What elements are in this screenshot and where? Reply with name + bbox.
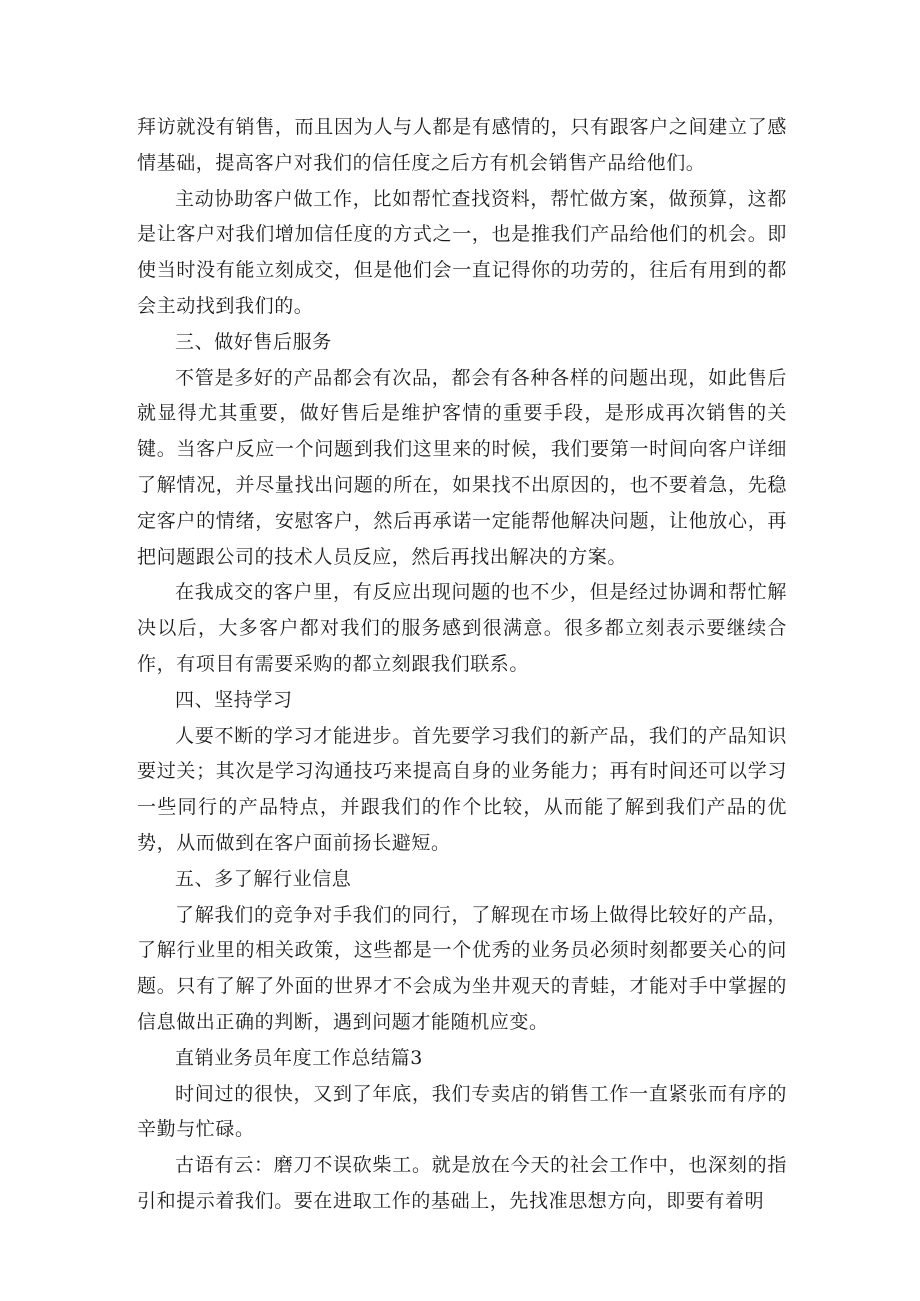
paragraph-proverb: 古语有云：磨刀不误砍柴工。就是放在今天的社会工作中，也深刻的指引和提示着我们。要在进取工作的基础上，先找准思想方向，即要有着明 bbox=[137, 1154, 787, 1212]
paragraph-assist-clients: 主动协助客户做工作，比如帮忙查找资料，帮忙做方案，做预算，这都是让客户对我们增加信任度的方式之一，也是推我们产品给他们的机会。即使当时没有能立刻成交，但是他们会一直记得你的功劳的，往后有用到的都会主动找到我们的。 bbox=[137, 187, 787, 317]
paragraph-after-sales: 不管是多好的产品都会有次品，都会有各种各样的问题出现，如此售后就显得尤其重要，做好售后是维护客情的重要手段，是形成再次销售的关键。当客户反应一个问题到我们这里来的时候，我们要第一时间向客户详细了解情况，并尽量找出问题的所在，如果找不出原因的，也不要着急，先稳定客户的情绪，安慰客户，然后再承诺一定能帮他解决问题，让他放心，再把问题跟公司的技术人员反应，然后再找出解决的方案。 bbox=[137, 366, 787, 568]
section-heading-keep-learning: 四、坚持学习 bbox=[175, 688, 293, 711]
paragraph-year-end: 时间过的很快，又到了年底，我们专卖店的销售工作一直紧张而有序的辛勤与忙碌。 bbox=[137, 1082, 787, 1141]
paragraph-client-satisfaction: 在我成交的客户里，有反应出现问题的也不少，但是经过协调和帮忙解决以后，大多客户都对我们的服务感到很满意。很多都立刻表示要继续合作，有项目有需要采购的都立刻跟我们联系。 bbox=[137, 581, 787, 675]
document-body bbox=[137, 110, 787, 1220]
paragraph-continuation: 拜访就没有销售，而且因为人与人都是有感情的，只有跟客户之间建立了感情基础，提高客户对我们的信任度之后方有机会销售产品给他们。 bbox=[137, 116, 787, 174]
paragraph-learning: 人要不断的学习才能进步。首先要学习我们的新产品，我们的产品知识要过关；其次是学习沟通技巧来提高自身的业务能力；再有时间还可以学习一些同行的产品特点，并跟我们的作个比较，从而能了解到我们产品的优势，从而做到在客户面前扬长避短。 bbox=[137, 724, 787, 854]
section-heading-after-sales: 三、做好售后服务 bbox=[175, 330, 332, 353]
section-heading-industry-info: 五、多了解行业信息 bbox=[175, 867, 352, 890]
article-title-part-3: 直销业务员年度工作总结篇3 bbox=[175, 1046, 423, 1069]
paragraph-industry-info: 了解我们的竞争对手我们的同行，了解现在市场上做得比较好的产品，了解行业里的相关政策，这些都是一个优秀的业务员必须时刻都要关心的问题。只有了解了外面的世界才不会成为坐井观天的青蛙，才能对手中掌握的信息做出正确的判断，遇到问题才能随机应变。 bbox=[137, 903, 787, 1033]
